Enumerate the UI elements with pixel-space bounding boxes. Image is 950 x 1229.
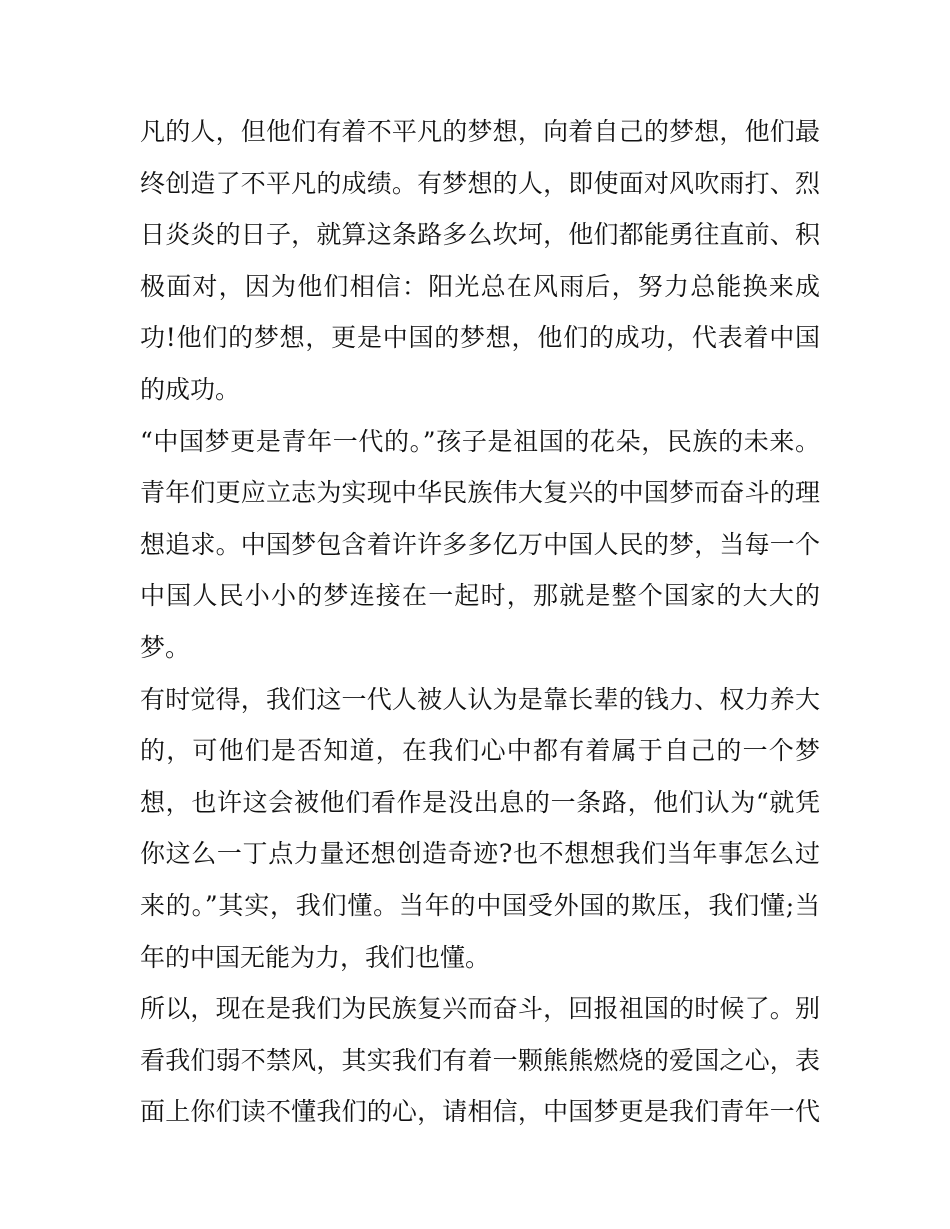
text-line: 想，也许这会被他们看作是没出息的一条路，他们认为“就凭: [140, 787, 820, 817]
text-line: 想追求。中国梦包含着许许多多亿万中国人民的梦，当每一个: [140, 529, 820, 559]
text-line: 终创造了不平凡的成绩。有梦想的人，即使面对风吹雨打、烈: [140, 168, 820, 198]
document-body: [140, 106, 820, 1138]
text-line: “中国梦更是青年一代的。”孩子是祖国的花朵，民族的未来。: [140, 426, 820, 456]
paragraph-2: [140, 416, 820, 674]
paragraph-4: [140, 983, 820, 1138]
text-line: 的，可他们是否知道，在我们心中都有着属于自己的一个梦: [140, 736, 820, 766]
text-line: 凡的人，但他们有着不平凡的梦想，向着自己的梦想，他们最: [140, 117, 820, 146]
text-line: 日炎炎的日子，就算这条路多么坎坷，他们都能勇往直前、积: [140, 220, 820, 250]
text-line: 来的。”其实，我们懂。当年的中国受外国的欺压，我们懂;当: [140, 890, 820, 920]
text-line: 梦。: [140, 632, 191, 662]
paragraph-1: [140, 106, 820, 416]
text-line: 你这么一丁点力量还想创造奇迹?也不想想我们当年事怎么过: [140, 839, 820, 869]
text-line: 面上你们读不懂我们的心，请相信，中国梦更是我们青年一代: [140, 1097, 820, 1127]
text-line: 中国人民小小的梦连接在一起时，那就是整个国家的大大的: [140, 581, 820, 611]
text-line: 所以，现在是我们为民族复兴而奋斗，回报祖国的时候了。别: [140, 994, 820, 1024]
text-line: 功!他们的梦想，更是中国的梦想，他们的成功，代表着中国: [140, 323, 820, 353]
text-line: 极面对，因为他们相信：阳光总在风雨后，努力总能换来成: [140, 271, 820, 301]
paragraph-3: [140, 674, 820, 984]
text-line: 青年们更应立志为实现中华民族伟大复兴的中国梦而奋斗的理: [140, 478, 820, 508]
text-line: 的成功。: [140, 374, 241, 404]
text-line: 看我们弱不禁风，其实我们有着一颗熊熊燃烧的爱国之心，表: [140, 1045, 820, 1075]
text-line: 年的中国无能为力，我们也懂。: [140, 942, 491, 972]
text-line: 有时觉得，我们这一代人被人认为是靠长辈的钱力、权力养大: [140, 684, 820, 714]
